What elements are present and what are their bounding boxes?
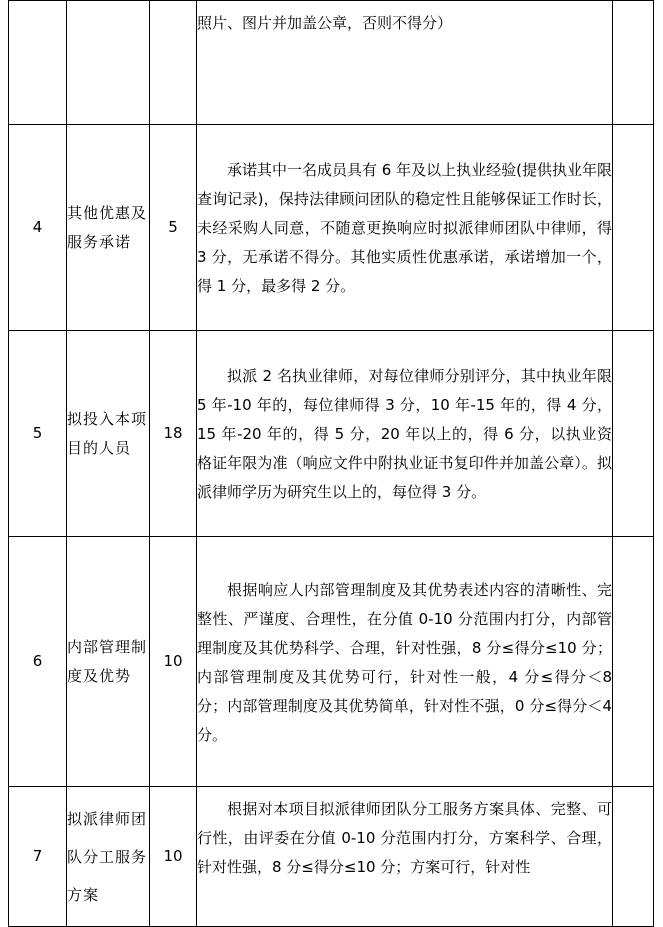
remark-cell [613,125,654,331]
row-number-cell: 7 [9,787,67,927]
criteria-text: 根据对本项目拟派律师团队分工服务方案具体、完整、可行性，由评委在分值 0-10 分范围内打分，方案科学、合理，针对性强，8 分≤得分≤10 分；方案可行，针对性 [197,800,612,876]
criteria-text: 根据响应人内部管理制度及其优势表述内容的清晰性、完整性、严谨度、合理性，在分值 0-10 分范围内打分，内部管理制度及其优势科学、合理，针对性强，8 分≤得分≤10 分；内部管理制度及其优势可行，针对性一般，4 分≤得分＜8 分；内部管理制度及其优势简单，针对性不强，0 分≤得分＜4 分。 [197,580,612,744]
remark-cell [613,787,654,927]
remark-cell [613,331,654,537]
item-name-cell [67,1,150,125]
row-number-cell: 5 [9,331,67,537]
score-cell: 18 [150,331,197,537]
score-cell: 10 [150,537,197,787]
criteria-cell [197,125,613,331]
item-name-cell: 拟投入本项目的人员 [67,331,150,537]
score-cell: 10 [150,787,197,927]
criteria-cell [197,1,613,125]
table-row [9,125,654,331]
item-name-cell: 内部管理制度及优势 [67,537,150,787]
criteria-cell [197,331,613,537]
table-row [9,787,654,927]
table-row [9,1,654,125]
criteria-text: 拟派 2 名执业律师，对每位律师分别评分，其中执业年限 5 年-10 年的，每位律师得 3 分，10 年-15 年的，得 4 分，15 年-20 年的，得 5 分，20 年以上的，得 6 分，以执业资格证年限为准（响应文件中附执业证书复印件并加盖公章）。拟派律师学历为研究生以上的，每位得 3 分。 [197,367,612,501]
criteria-text: 承诺其中一名成员具有 6 年及以上执业经验(提供执业年限查询记录)，保持法律顾问团队的稳定性且能够保证工作时长，未经采购人同意，不随意更换响应时拟派律师团队中律师，得 3 分，无承诺不得分。其他实质性优惠承诺，承诺增加一个，得 1 分，最多得 2 分。 [197,161,612,295]
criteria-text: 照片、图片并加盖公章，否则不得分） [197,14,453,32]
score-cell [150,1,197,125]
item-name-cell: 拟派律师团队分工服务方案 [67,787,150,927]
criteria-cell [197,537,613,787]
remark-cell [613,1,654,125]
remark-cell [613,537,654,787]
scoring-table [8,0,654,927]
row-number-cell [9,1,67,125]
table-row [9,331,654,537]
item-name-cell: 其他优惠及服务承诺 [67,125,150,331]
row-number-cell: 4 [9,125,67,331]
criteria-cell [197,787,613,927]
table-row [9,537,654,787]
row-number-cell: 6 [9,537,67,787]
score-cell: 5 [150,125,197,331]
